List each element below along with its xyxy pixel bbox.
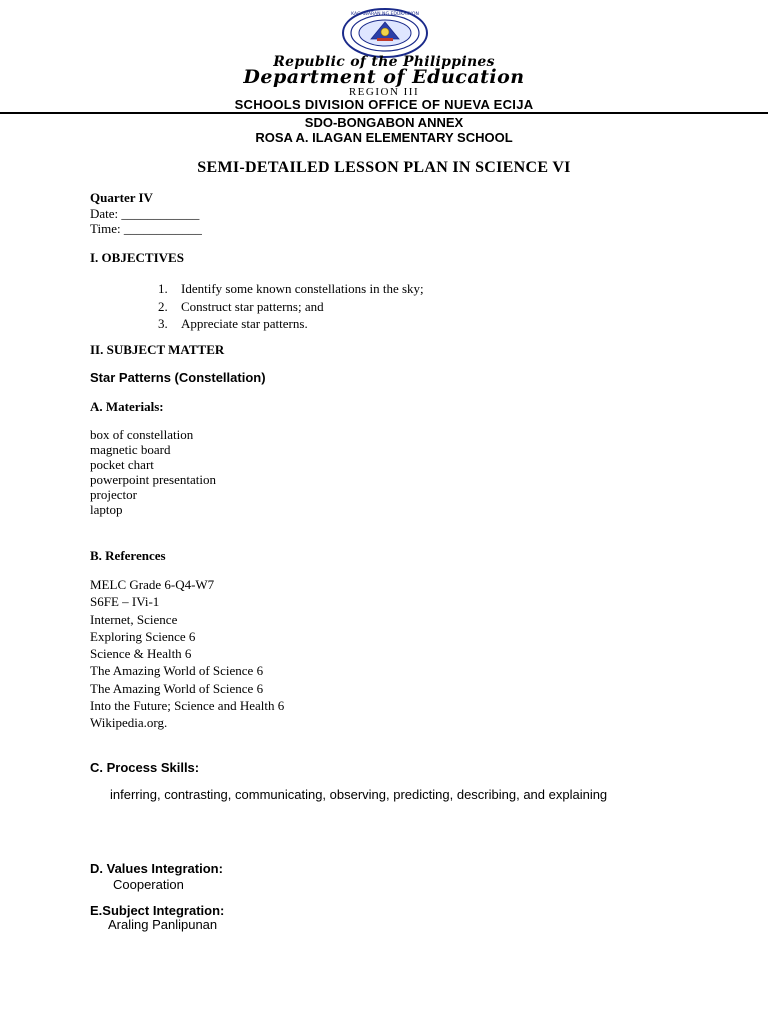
objective-number: 1. [158, 281, 168, 296]
seal-text: KAGAWARAN NG EDUKASYON [351, 12, 419, 17]
process-skills-text: inferring, contrasting, communicating, observing, predicting, describing, and explaining [110, 787, 608, 802]
reference-item: The Amazing World of Science 6 [90, 680, 264, 696]
header-divider [0, 112, 768, 114]
objective-item [158, 315, 424, 333]
reference-item: Internet, Science [90, 611, 178, 627]
time-field: Time: ____________ [90, 221, 202, 236]
subject-topic: Star Patterns (Constellation) [90, 370, 266, 385]
reference-item: S6FE – IVi-1 [90, 594, 160, 610]
material-item: projector [90, 487, 137, 502]
values-integration-text: Cooperation [113, 877, 184, 892]
objectives-heading: I. OBJECTIVES [90, 250, 184, 265]
values-integration-heading: D. Values Integration: [90, 861, 223, 876]
material-item: box of constellation [90, 427, 194, 442]
header-region: REGION III [348, 86, 420, 98]
document-title: SEMI-DETAILED LESSON PLAN IN SCIENCE VI [197, 159, 571, 176]
objective-text: Identify some known constellations in the sky; [181, 281, 424, 296]
reference-item: The Amazing World of Science 6 [90, 663, 264, 679]
header-school: ROSA A. ILAGAN ELEMENTARY SCHOOL [255, 130, 513, 145]
header-annex: SDO-BONGABON ANNEX [304, 115, 464, 130]
reference-item: MELC Grade 6-Q4-W7 [90, 577, 215, 592]
process-skills-heading: C. Process Skills: [90, 760, 200, 775]
references-heading: B. References [90, 548, 166, 563]
subject-integration-heading: E.Subject Integration: [90, 903, 225, 918]
materials-heading: A. Materials: [90, 399, 164, 414]
subject-integration-text: Araling Panlipunan [108, 917, 218, 932]
material-item: pocket chart [90, 457, 154, 472]
deped-seal-logo [341, 8, 429, 58]
materials-list [90, 427, 216, 517]
reference-item: Exploring Science 6 [90, 628, 196, 644]
reference-item: Wikipedia.org. [90, 715, 168, 731]
objective-text: Construct star patterns; and [181, 298, 324, 314]
date-field: Date: ____________ [90, 206, 200, 221]
material-item: laptop [90, 502, 123, 517]
header-republic: Republic of the Philippines [273, 54, 495, 70]
reference-item: Into the Future; Science and Health 6 [90, 698, 285, 714]
objective-number: 3. [158, 316, 168, 331]
objective-number: 2. [158, 298, 168, 314]
objective-text: Appreciate star patterns. [181, 316, 308, 331]
header-division: SCHOOLS DIVISION OFFICE OF NUEVA ECIJA [234, 97, 534, 112]
header-department: Department of Education [243, 66, 525, 88]
material-item: magnetic board [90, 442, 171, 457]
objective-item [158, 298, 424, 316]
objective-item [158, 280, 424, 298]
references-list [90, 576, 284, 732]
subject-matter-heading: II. SUBJECT MATTER [90, 342, 225, 357]
quarter-label: Quarter IV [90, 190, 153, 205]
material-item: powerpoint presentation [90, 472, 216, 487]
objectives-list [158, 280, 424, 333]
reference-item: Science & Health 6 [90, 646, 192, 662]
